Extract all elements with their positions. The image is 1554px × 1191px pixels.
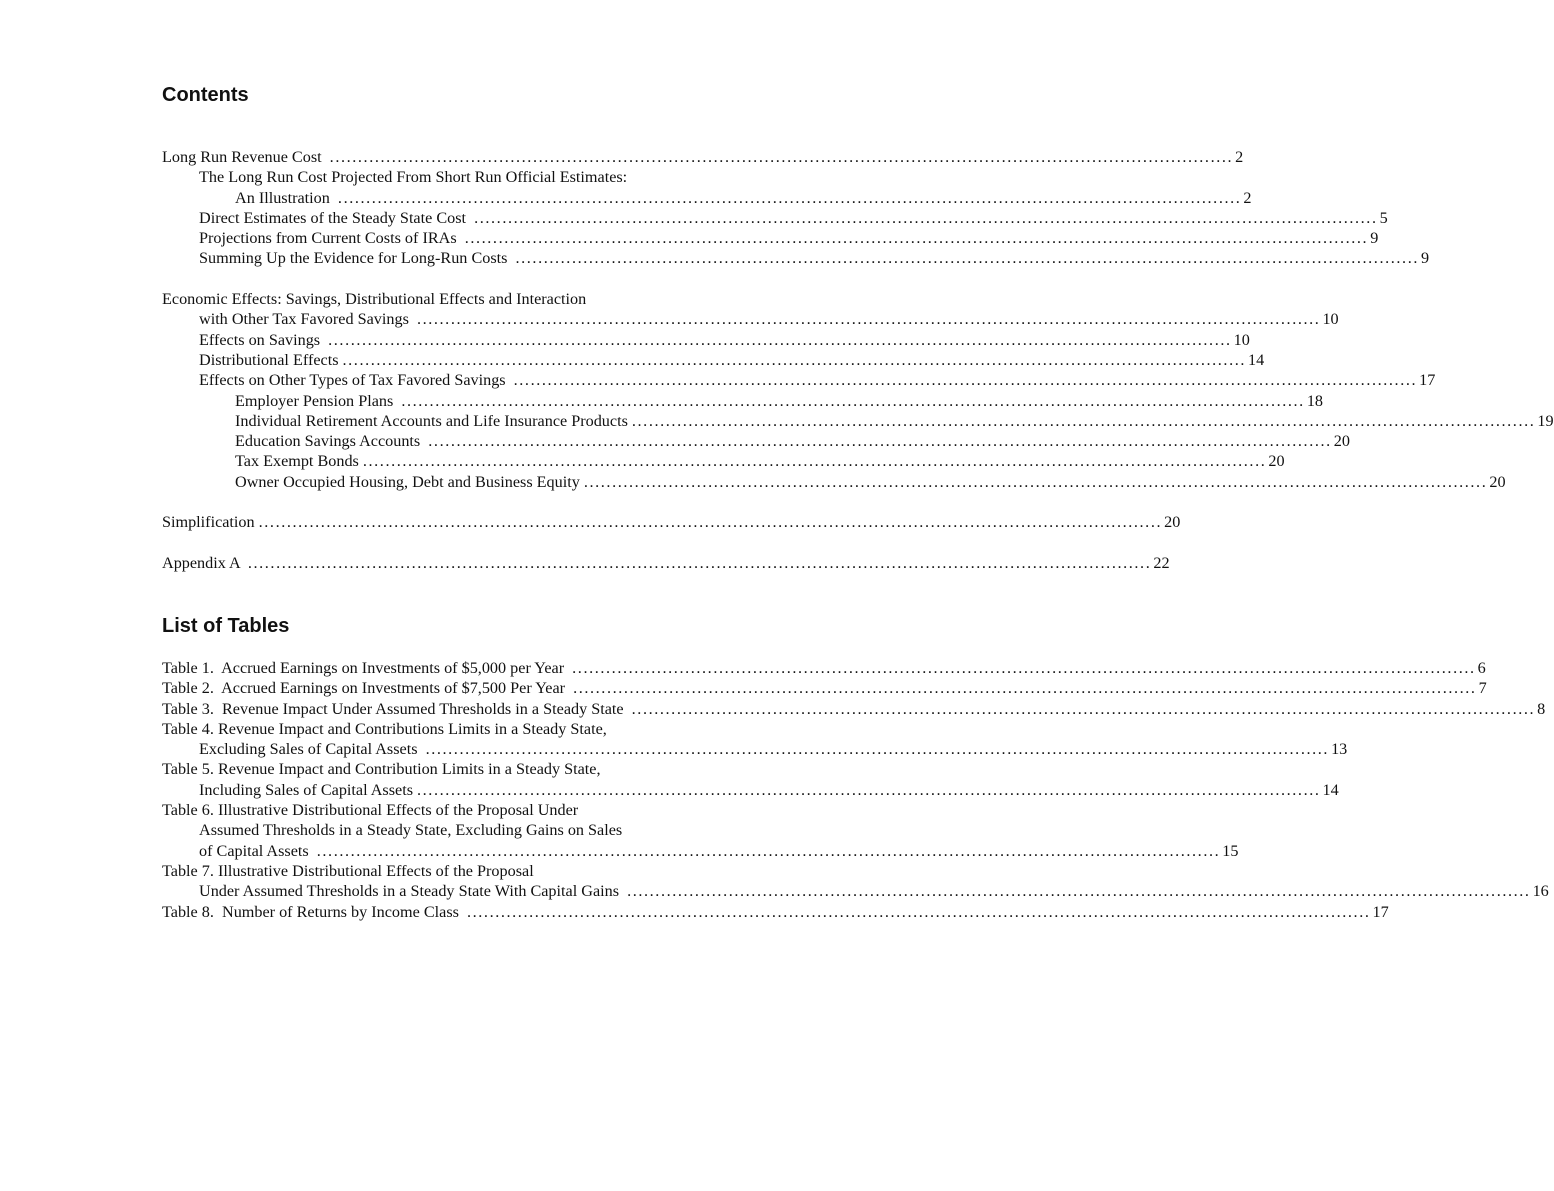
toc-page-number: 9 bbox=[1420, 249, 1430, 268]
dot-leader: ................................................................................................................................................................ bbox=[362, 452, 1267, 471]
dot-leader: ................................................................................................................................................................ bbox=[474, 208, 1378, 227]
toc-entry bbox=[162, 431, 1350, 451]
toc-entry-title: Education Savings Accounts bbox=[235, 432, 425, 451]
dot-leader: ................................................................................................................................................................ bbox=[247, 553, 1152, 572]
toc-entry-title: Assumed Thresholds in a Steady State, Excluding Gains on Sales bbox=[199, 821, 623, 840]
toc-page-number: 14 bbox=[1248, 350, 1265, 369]
toc-entry bbox=[162, 658, 1486, 678]
toc-entry-title: Under Assumed Thresholds in a Steady State With Capital Gains bbox=[199, 882, 624, 901]
toc-entry-continuation bbox=[162, 759, 758, 779]
dot-leader: ................................................................................................................................................................ bbox=[329, 148, 1234, 166]
toc-page-number: 19 bbox=[1537, 411, 1554, 430]
toc-entry bbox=[162, 147, 1244, 167]
toc-page-number: 9 bbox=[1370, 229, 1379, 248]
toc-entry-title: An Illustration bbox=[235, 188, 334, 207]
toc-entry bbox=[162, 512, 1181, 532]
toc-entry bbox=[162, 391, 1324, 411]
dot-leader: ................................................................................................................................................................ bbox=[328, 330, 1232, 349]
toc-page-number: 2 bbox=[1235, 148, 1244, 166]
toc-entry-title: with Other Tax Favored Savings bbox=[199, 310, 413, 329]
toc-entry bbox=[162, 739, 1348, 759]
toc-entry bbox=[162, 188, 1252, 208]
toc-page-number: 22 bbox=[1153, 553, 1170, 572]
toc-page-number: 10 bbox=[1233, 330, 1250, 349]
toc-entry-continuation bbox=[162, 719, 758, 739]
toc-entry bbox=[162, 248, 1430, 268]
dot-leader: ................................................................................................................................................................ bbox=[464, 229, 1369, 248]
toc-group bbox=[162, 512, 1181, 532]
toc-page-number: 7 bbox=[1478, 679, 1487, 698]
toc-page-number: 20 bbox=[1333, 432, 1350, 451]
dot-leader: ................................................................................................................................................................ bbox=[342, 350, 1247, 369]
toc-entry-title: Including Sales of Capital Assets bbox=[199, 780, 414, 799]
toc-entry bbox=[162, 309, 1339, 329]
toc-entry-title: Owner Occupied Housing, Debt and Business Equity bbox=[235, 472, 580, 491]
toc-entry-title: The Long Run Cost Projected From Short Run Official Estimates: bbox=[199, 168, 628, 187]
toc-entry-title: Economic Effects: Savings, Distributional Effects and Interaction bbox=[162, 290, 587, 309]
dot-leader: ................................................................................................................................................................ bbox=[515, 249, 1419, 268]
toc-group bbox=[162, 289, 1554, 492]
toc-group bbox=[162, 147, 1430, 269]
dot-leader: ................................................................................................................................................................ bbox=[417, 780, 1321, 799]
dot-leader: ................................................................................................................................................................ bbox=[573, 679, 1477, 698]
dot-leader: ................................................................................................................................................................ bbox=[337, 188, 1242, 207]
dot-leader: ................................................................................................................................................................ bbox=[583, 472, 1488, 491]
dot-leader: ................................................................................................................................................................ bbox=[428, 432, 1332, 451]
dot-leader: ................................................................................................................................................................ bbox=[466, 902, 1371, 921]
toc-entry-title: Distributional Effects bbox=[199, 350, 339, 369]
toc-entry-title: of Capital Assets bbox=[199, 841, 313, 860]
toc-page-number: 20 bbox=[1164, 513, 1181, 532]
toc-group bbox=[162, 553, 1170, 573]
toc-entry bbox=[162, 780, 1339, 800]
toc-page-number: 16 bbox=[1532, 882, 1549, 901]
toc-entry-title: Table 7. Illustrative Distributional Effects of the Proposal bbox=[162, 861, 534, 880]
toc-entry-continuation bbox=[162, 861, 758, 881]
toc-page-number: 18 bbox=[1306, 391, 1324, 410]
toc-entry-title: Employer Pension Plans bbox=[235, 391, 398, 410]
toc-entry-title: Table 1. Accrued Earnings on Investments of $5,000 per Year bbox=[162, 659, 569, 677]
toc-entry-title: Projections from Current Costs of IRAs bbox=[199, 229, 461, 248]
toc-entry-title: Tax Exempt Bonds bbox=[235, 452, 359, 471]
toc-entry bbox=[162, 841, 1239, 861]
toc-entry bbox=[162, 350, 1265, 370]
toc-entry-title: Appendix A bbox=[162, 553, 244, 572]
toc-page-number: 6 bbox=[1477, 659, 1486, 677]
toc-entry bbox=[162, 451, 1285, 471]
toc-entry-title: Table 6. Illustrative Distributional Effects of the Proposal Under bbox=[162, 801, 579, 820]
toc-entry bbox=[162, 472, 1506, 492]
toc-group bbox=[162, 658, 1549, 922]
toc-entry bbox=[162, 228, 1379, 248]
dot-leader: ................................................................................................................................................................ bbox=[631, 411, 1536, 430]
toc-entry-title: Table 4. Revenue Impact and Contributions Limits in a Steady State, bbox=[162, 719, 607, 738]
toc-page-number: 8 bbox=[1537, 699, 1546, 718]
toc-entry-title: Long Run Revenue Cost bbox=[162, 148, 326, 166]
dot-leader: ................................................................................................................................................................ bbox=[316, 841, 1221, 860]
toc-entry-title: Summing Up the Evidence for Long-Run Costs bbox=[199, 249, 512, 268]
dot-leader: ................................................................................................................................................................ bbox=[416, 310, 1321, 329]
dot-leader: ................................................................................................................................................................ bbox=[631, 699, 1536, 718]
list-of-tables-list bbox=[162, 658, 1549, 922]
toc-entry-continuation bbox=[162, 167, 758, 187]
toc-entry-title: Simplification bbox=[162, 513, 255, 532]
toc-entry-title: Effects on Savings bbox=[199, 330, 325, 349]
toc-page-number: 10 bbox=[1322, 310, 1339, 329]
toc-entry-title: Table 5. Revenue Impact and Contribution Limits in a Steady State, bbox=[162, 760, 601, 779]
dot-leader: ................................................................................................................................................................ bbox=[572, 659, 1476, 677]
dot-leader: ................................................................................................................................................................ bbox=[627, 882, 1531, 901]
contents-heading: Contents bbox=[162, 84, 249, 106]
toc-page-number: 2 bbox=[1243, 188, 1252, 207]
toc-page-number: 14 bbox=[1322, 780, 1339, 799]
toc-entry-continuation bbox=[162, 820, 758, 840]
toc-entry bbox=[162, 208, 1388, 228]
dot-leader: ................................................................................................................................................................ bbox=[401, 391, 1305, 410]
toc-page-number: 20 bbox=[1489, 472, 1506, 491]
toc-entry-title: Individual Retirement Accounts and Life Insurance Products bbox=[235, 411, 628, 430]
toc-entry-title: Table 3. Revenue Impact Under Assumed Thresholds in a Steady State bbox=[162, 699, 628, 718]
toc-page-number: 20 bbox=[1268, 452, 1285, 471]
toc-page-number: 15 bbox=[1222, 841, 1239, 860]
contents-list bbox=[162, 147, 1554, 573]
toc-entry bbox=[162, 678, 1487, 698]
toc-entry-continuation bbox=[162, 289, 758, 309]
toc-entry bbox=[162, 902, 1389, 922]
toc-entry-title: Table 2. Accrued Earnings on Investments of $7,500 Per Year bbox=[162, 679, 570, 698]
dot-leader: ................................................................................................................................................................ bbox=[425, 740, 1330, 759]
toc-page-number: 5 bbox=[1379, 208, 1388, 227]
toc-entry bbox=[162, 411, 1554, 431]
toc-entry-title: Excluding Sales of Capital Assets bbox=[199, 740, 422, 759]
toc-entry-title: Table 8. Number of Returns by Income Class bbox=[162, 902, 463, 921]
toc-entry bbox=[162, 553, 1170, 573]
toc-entry bbox=[162, 881, 1549, 901]
toc-entry bbox=[162, 330, 1250, 350]
toc-page-number: 17 bbox=[1372, 902, 1389, 921]
toc-entry-continuation bbox=[162, 800, 758, 820]
toc-entry-title: Effects on Other Types of Tax Favored Savings bbox=[199, 371, 510, 390]
list-of-tables-heading: List of Tables bbox=[162, 615, 290, 637]
toc-entry bbox=[162, 699, 1546, 719]
toc-page-number: 13 bbox=[1331, 740, 1348, 759]
toc-page-number: 17 bbox=[1419, 371, 1436, 390]
toc-entry-title: Direct Estimates of the Steady State Cost bbox=[199, 208, 471, 227]
dot-leader: ................................................................................................................................................................ bbox=[513, 371, 1418, 390]
dot-leader: ................................................................................................................................................................ bbox=[258, 513, 1163, 532]
toc-entry bbox=[162, 370, 1436, 390]
